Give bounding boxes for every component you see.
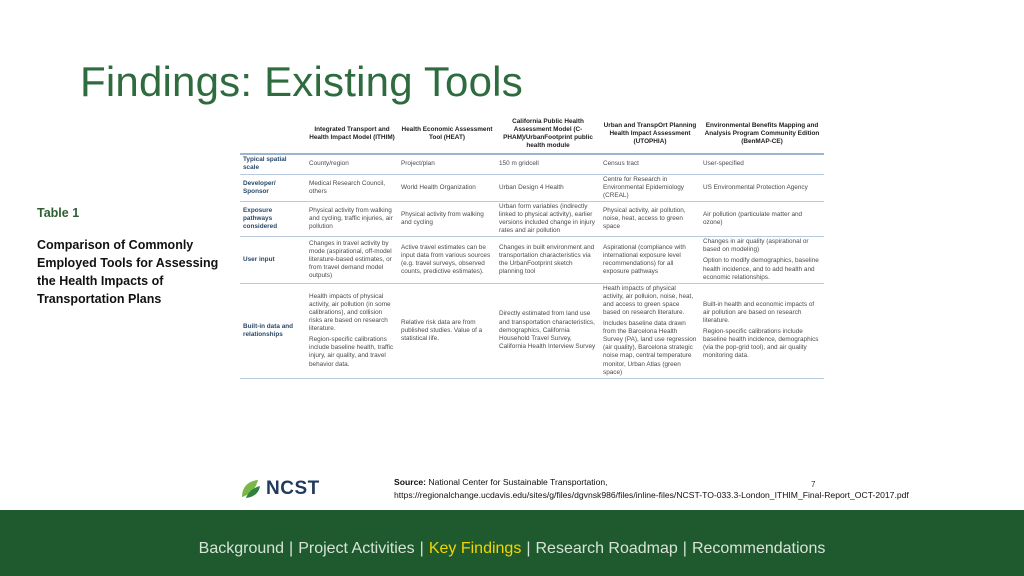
table-cell-text: Built-in health and economic impacts of air pollution are based on research literature. xyxy=(703,300,815,325)
table-cell-text: Directly estimated from land use and transportation characteristics, demographics, California Household Travel Survey, California Health Interview Survey xyxy=(499,310,596,350)
table-cell xyxy=(398,201,496,236)
table-cell-text: Aspirational (compliance with international exposure level recommendations) for all exposure pathways xyxy=(603,243,686,276)
table-row xyxy=(240,237,824,283)
table-cell-text: Physical activity from walking and cycling xyxy=(401,210,484,227)
table-cell xyxy=(496,283,600,378)
table-cell-text: Changes in air quality (aspirational or based on modeling) xyxy=(703,238,809,254)
table-cell xyxy=(700,237,824,283)
table-cell xyxy=(700,154,824,174)
nav-separator: | xyxy=(419,540,424,557)
table-body xyxy=(240,154,824,378)
table-cell-text: Active travel estimates can be input data from various sources (e.g. travel surveys, observed counts, predictive estimates). xyxy=(401,243,491,276)
table-cell-text: Physical activity from walking and cycling, traffic injuries, air pollution xyxy=(309,206,393,231)
comparison-table-image xyxy=(240,114,824,467)
table-cell xyxy=(306,201,398,236)
table-cell xyxy=(600,174,700,201)
nav-item-background[interactable]: Background xyxy=(198,540,285,557)
nav-item-research-roadmap[interactable]: Research Roadmap xyxy=(535,540,678,557)
table-cell-text: World Health Organization xyxy=(401,183,476,191)
table-cell-text: User-specified xyxy=(703,160,744,168)
nav-item-key-findings[interactable]: Key Findings xyxy=(428,540,522,557)
table-cell xyxy=(496,201,600,236)
table-row xyxy=(240,201,824,236)
table-cell xyxy=(306,174,398,201)
source-citation xyxy=(394,476,994,502)
table-cell-text: Option to modify demographics, baseline health incidence, and to add health and economic relationships. xyxy=(703,257,819,281)
source-url[interactable]: https://regionalchange.ucdavis.edu/sites/g/files/dgvnsk986/files/inline-files/NCST-TO-033.3-London_ITHIM_Final-Report_OCT-2017.pdf xyxy=(394,490,909,500)
table-cell xyxy=(600,154,700,174)
table-cell-text: Project/plan xyxy=(401,160,435,168)
table-cell-text: Medical Research Council, others xyxy=(309,179,386,195)
table-column-header xyxy=(240,114,306,154)
table-header-row xyxy=(240,114,824,154)
table-cell-text: Urban form variables (indirectly linked to physical activity), earlier versions included change in injury rates and air pollution xyxy=(499,202,595,235)
table-cell-text: US Environmental Protection Agency xyxy=(703,183,808,191)
table-column-header: Integrated Transport and Health Impact Model (ITHIM) xyxy=(306,114,398,154)
table-cell-text: Health impacts of physical activity, air pollution (in some calibrations), and collision risks are based on research literature. xyxy=(309,292,391,333)
table-cell xyxy=(700,201,824,236)
table-row-label: Built-in data and relationships xyxy=(240,283,306,378)
table-number: Table 1 xyxy=(37,206,80,220)
table-cell xyxy=(496,174,600,201)
source-org: National Center for Sustainable Transportation, xyxy=(428,477,608,487)
table-cell-text: Changes in built environment and transportation characteristics via the UrbanFootprint sketch planning tool xyxy=(499,243,595,276)
nav-separator: | xyxy=(526,540,531,557)
page-number: 7 xyxy=(811,480,816,489)
table-cell-text: Heath impacts of physical activity, air polluion, noise, heat, and access to green space based on research literature. xyxy=(603,284,694,316)
table-column-header: Health Economic Assessment Tool (HEAT) xyxy=(398,114,496,154)
ncst-leaf-logo-icon xyxy=(240,478,262,500)
table-column-header: California Public Health Assessment Model (C-PHAM)/UrbanFootprint public health module xyxy=(496,114,600,154)
table-cell xyxy=(398,237,496,283)
table-cell xyxy=(496,237,600,283)
table-cell xyxy=(398,174,496,201)
table-caption: Comparison of Commonly Employed Tools for Assessing the Health Impacts of Transportation Plans xyxy=(37,238,219,306)
table-cell-text: Air pollution (particulate matter and ozone) xyxy=(703,210,803,227)
comparison-table xyxy=(240,114,824,379)
table-cell xyxy=(700,174,824,201)
table-cell-text: Physical activity, air pollution, noise, heat, access to green space xyxy=(603,206,686,231)
table-cell xyxy=(700,283,824,378)
table-cell xyxy=(600,201,700,236)
table-row xyxy=(240,174,824,201)
nav-item-project-activities[interactable]: Project Activities xyxy=(298,540,415,557)
table-row xyxy=(240,283,824,378)
table-row-label: Exposure pathways considered xyxy=(240,201,306,236)
table-cell xyxy=(600,283,700,378)
nav-item-recommendations[interactable]: Recommendations xyxy=(691,540,826,557)
ncst-logo xyxy=(240,476,320,502)
table-cell xyxy=(496,154,600,174)
footer-nav xyxy=(0,540,1024,558)
table-cell-text: Relative risk data are from published studies. Value of a statistical life. xyxy=(401,318,483,342)
table-cell-text: 150 m gridcell xyxy=(499,160,539,168)
nav-separator: | xyxy=(682,540,687,557)
table-row xyxy=(240,154,824,174)
table-cell-text: Centre for Research in Environmental Epidemiology (CREAL) xyxy=(603,175,684,199)
table-cell-text: Includes baseline data drawn from the Barcelona Health Survey (PA), land use regression (air quality), Barcelona strategic noise map, central temperature monitor, Urban Atlas (green space) xyxy=(603,320,697,376)
table-column-header: Environmental Benefits Mapping and Analysis Program Community Edition (BenMAP-CE) xyxy=(700,114,824,154)
table-cell xyxy=(306,237,398,283)
table-column-header: Urban and TranspOrt Planning Health Impact Assessment (UTOPHIA) xyxy=(600,114,700,154)
table-row-label: User input xyxy=(240,237,306,283)
table-cell-text: County/region xyxy=(309,160,349,168)
table-cell xyxy=(306,283,398,378)
table-cell-text: Census tract xyxy=(603,160,639,168)
slide-title: Findings: Existing Tools xyxy=(80,58,523,105)
table-cell xyxy=(398,154,496,174)
table-cell xyxy=(398,283,496,378)
table-cell-text: Urban Design 4 Health xyxy=(499,183,564,191)
table-cell xyxy=(306,154,398,174)
table-row-label: Typical spatial scale xyxy=(240,154,306,174)
table-cell-text: Changes in travel activity by mode (aspirational, off-model literature-based estimates, or from travel demand model outputs) xyxy=(309,239,392,280)
ncst-logo-text: NCST xyxy=(266,478,320,499)
table-row-label: Developer/ Sponsor xyxy=(240,174,306,201)
table-cell xyxy=(600,237,700,283)
table-cell-text: Region-specific calibrations include baseline health incidence, demographics (via the pop-grid tool), and air quality monitoring data. xyxy=(703,328,819,360)
footer-bar xyxy=(0,510,1024,576)
source-label: Source: xyxy=(394,477,426,487)
nav-separator: | xyxy=(289,540,294,557)
table-cell-text: Region-specific calibrations include baseline health, traffic injury, air quality, and travel behavior data. xyxy=(309,336,394,368)
